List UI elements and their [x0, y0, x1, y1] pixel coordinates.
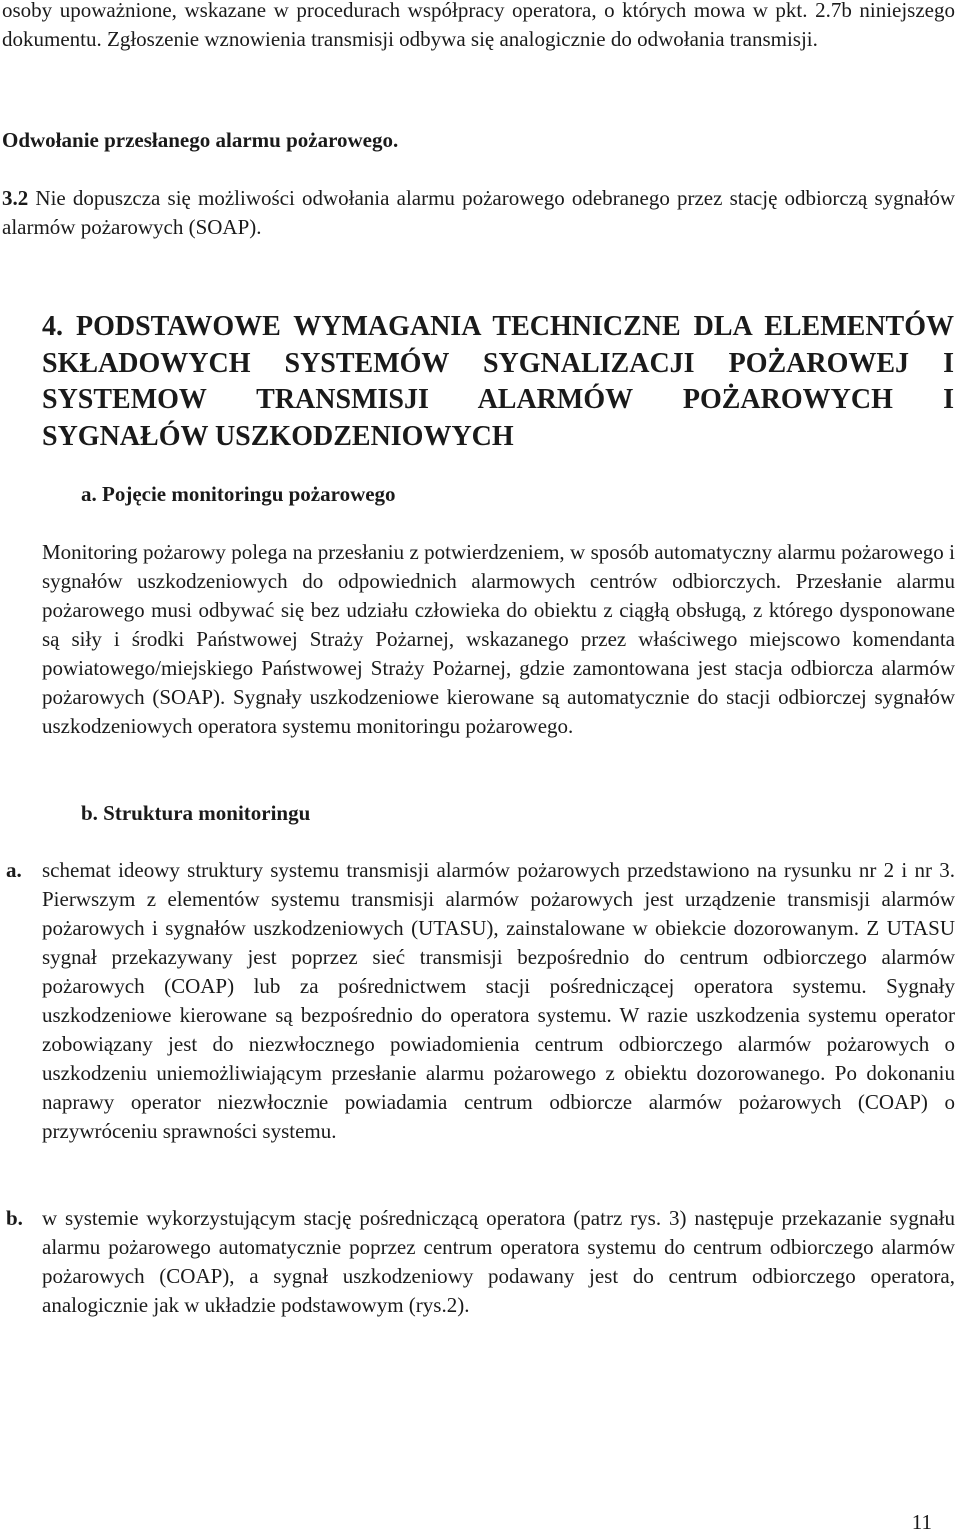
- list-item-text: schemat ideowy struktury systemu transmisji alarmów pożarowych przedstawiono na rysunku nr 2 i nr 3. Pierwszym z elementów systemu transmisji alarmów pożarowych jest urządzenie transmisji alarmów pożarowych i sygnałów uszkodzeniowych (UTASU), zainstalowane w obiekcie dozorowanym. Z UTASU sygnał przekazywany jest poprzez sieć transmisji bezpośrednio do centrum odbiorczego alarmów pożarowych (COAP) lub za pośrednictwem stacji pośredniczącej operatora systemu. Sygnały uszkodzeniowe kierowane są bezpośrednio do operatora systemu. W razie uszkodzenia systemu operator zobowiązany jest do niezwłocznego powiadomienia centrum odbiorczego alarmów pożarowych o uszkodzeniu uniemożliwiającym przesłanie alarmu pożarowego z obiektu dozorowanego. Po dokonaniu naprawy operator niezwłocznie powiadamia centrum odbiorcze alarmów pożarowych (COAP) o przywróceniu sprawności systemu.: [42, 858, 955, 1143]
- section-4-heading-line: SYSTEMOW TRANSMISJI ALARMÓW POŻAROWYCH I: [42, 384, 954, 415]
- section-4-heading-line: SKŁADOWYCH SYSTEMÓW SYGNALIZACJI POŻAROWEJ I: [42, 347, 954, 379]
- section-3-2: [2, 184, 955, 242]
- list-item-label: b.: [6, 1206, 23, 1230]
- subsection-a-heading: a. Pojęcie monitoringu pożarowego: [81, 482, 396, 506]
- section-4-heading: [42, 309, 954, 455]
- subsection-a-paragraph: Monitoring pożarowy polega na przesłaniu z potwierdzeniem, w sposób automatyczny alarmu pożarowego i sygnałów uszkodzeniowych do odpowiednich alarmowych centrów odbiorczych. Przesłanie alarmu pożarowego musi odbywać się bez udziału człowieka do obiektu z ciągłą obsługą, z którego dysponowane są siły i środki Państwowej Straży Pożarnej, wskazanego przez właściwego miejscowo komendanta powiatowego/miejskiego Państwowej Straży Pożarnej, gdzie zamontowana jest stacja odbiorcza alarmów pożarowych (SOAP). Sygnały uszkodzeniowe kierowane są automatycznie do stacji odbiorczej sygnałów uszkodzeniowych operatora systemu monitoringu pożarowego.: [42, 540, 955, 738]
- section-3-2-number: 3.2: [2, 186, 29, 210]
- list-item-label: a.: [6, 858, 22, 882]
- subsection-b-heading: b. Struktura monitoringu: [81, 801, 311, 825]
- section-3-2-text: Nie dopuszcza się możliwości odwołania alarmu pożarowego odebranego przez stację odbiorczą sygnałów alarmów pożarowych (SOAP).: [2, 186, 956, 239]
- section-4-heading-line: SYGNAŁÓW USZKODZENIOWYCH: [42, 420, 514, 452]
- intro-paragraph: osoby upoważnione, wskazane w procedurach współpracy operatora, o których mowa w pkt. 2.7b niniejszego dokumentu. Zgłoszenie wznowienia transmisji odbywa się analogicznie do odwołania transmisji.: [2, 0, 955, 51]
- page-number: 11: [911, 1510, 932, 1534]
- list-item-text: w systemie wykorzystującym stację pośredniczącą operatora (patrz rys. 3) następuje przekazanie sygnału alarmu pożarowego automatycznie poprzez centrum operatora systemu do centrum odbiorczego alarmów pożarowych (COAP), a sygnał uszkodzeniowy podawany jest do centrum odbiorczego operatora, analogicznie jak w układzie podstawowym (rys.2).: [42, 1206, 955, 1317]
- section-4-heading-line: 4. PODSTAWOWE WYMAGANIA TECHNICZNE DLA ELEMENTÓW: [42, 311, 954, 342]
- cancel-alarm-heading: Odwołanie przesłanego alarmu pożarowego.: [2, 128, 399, 152]
